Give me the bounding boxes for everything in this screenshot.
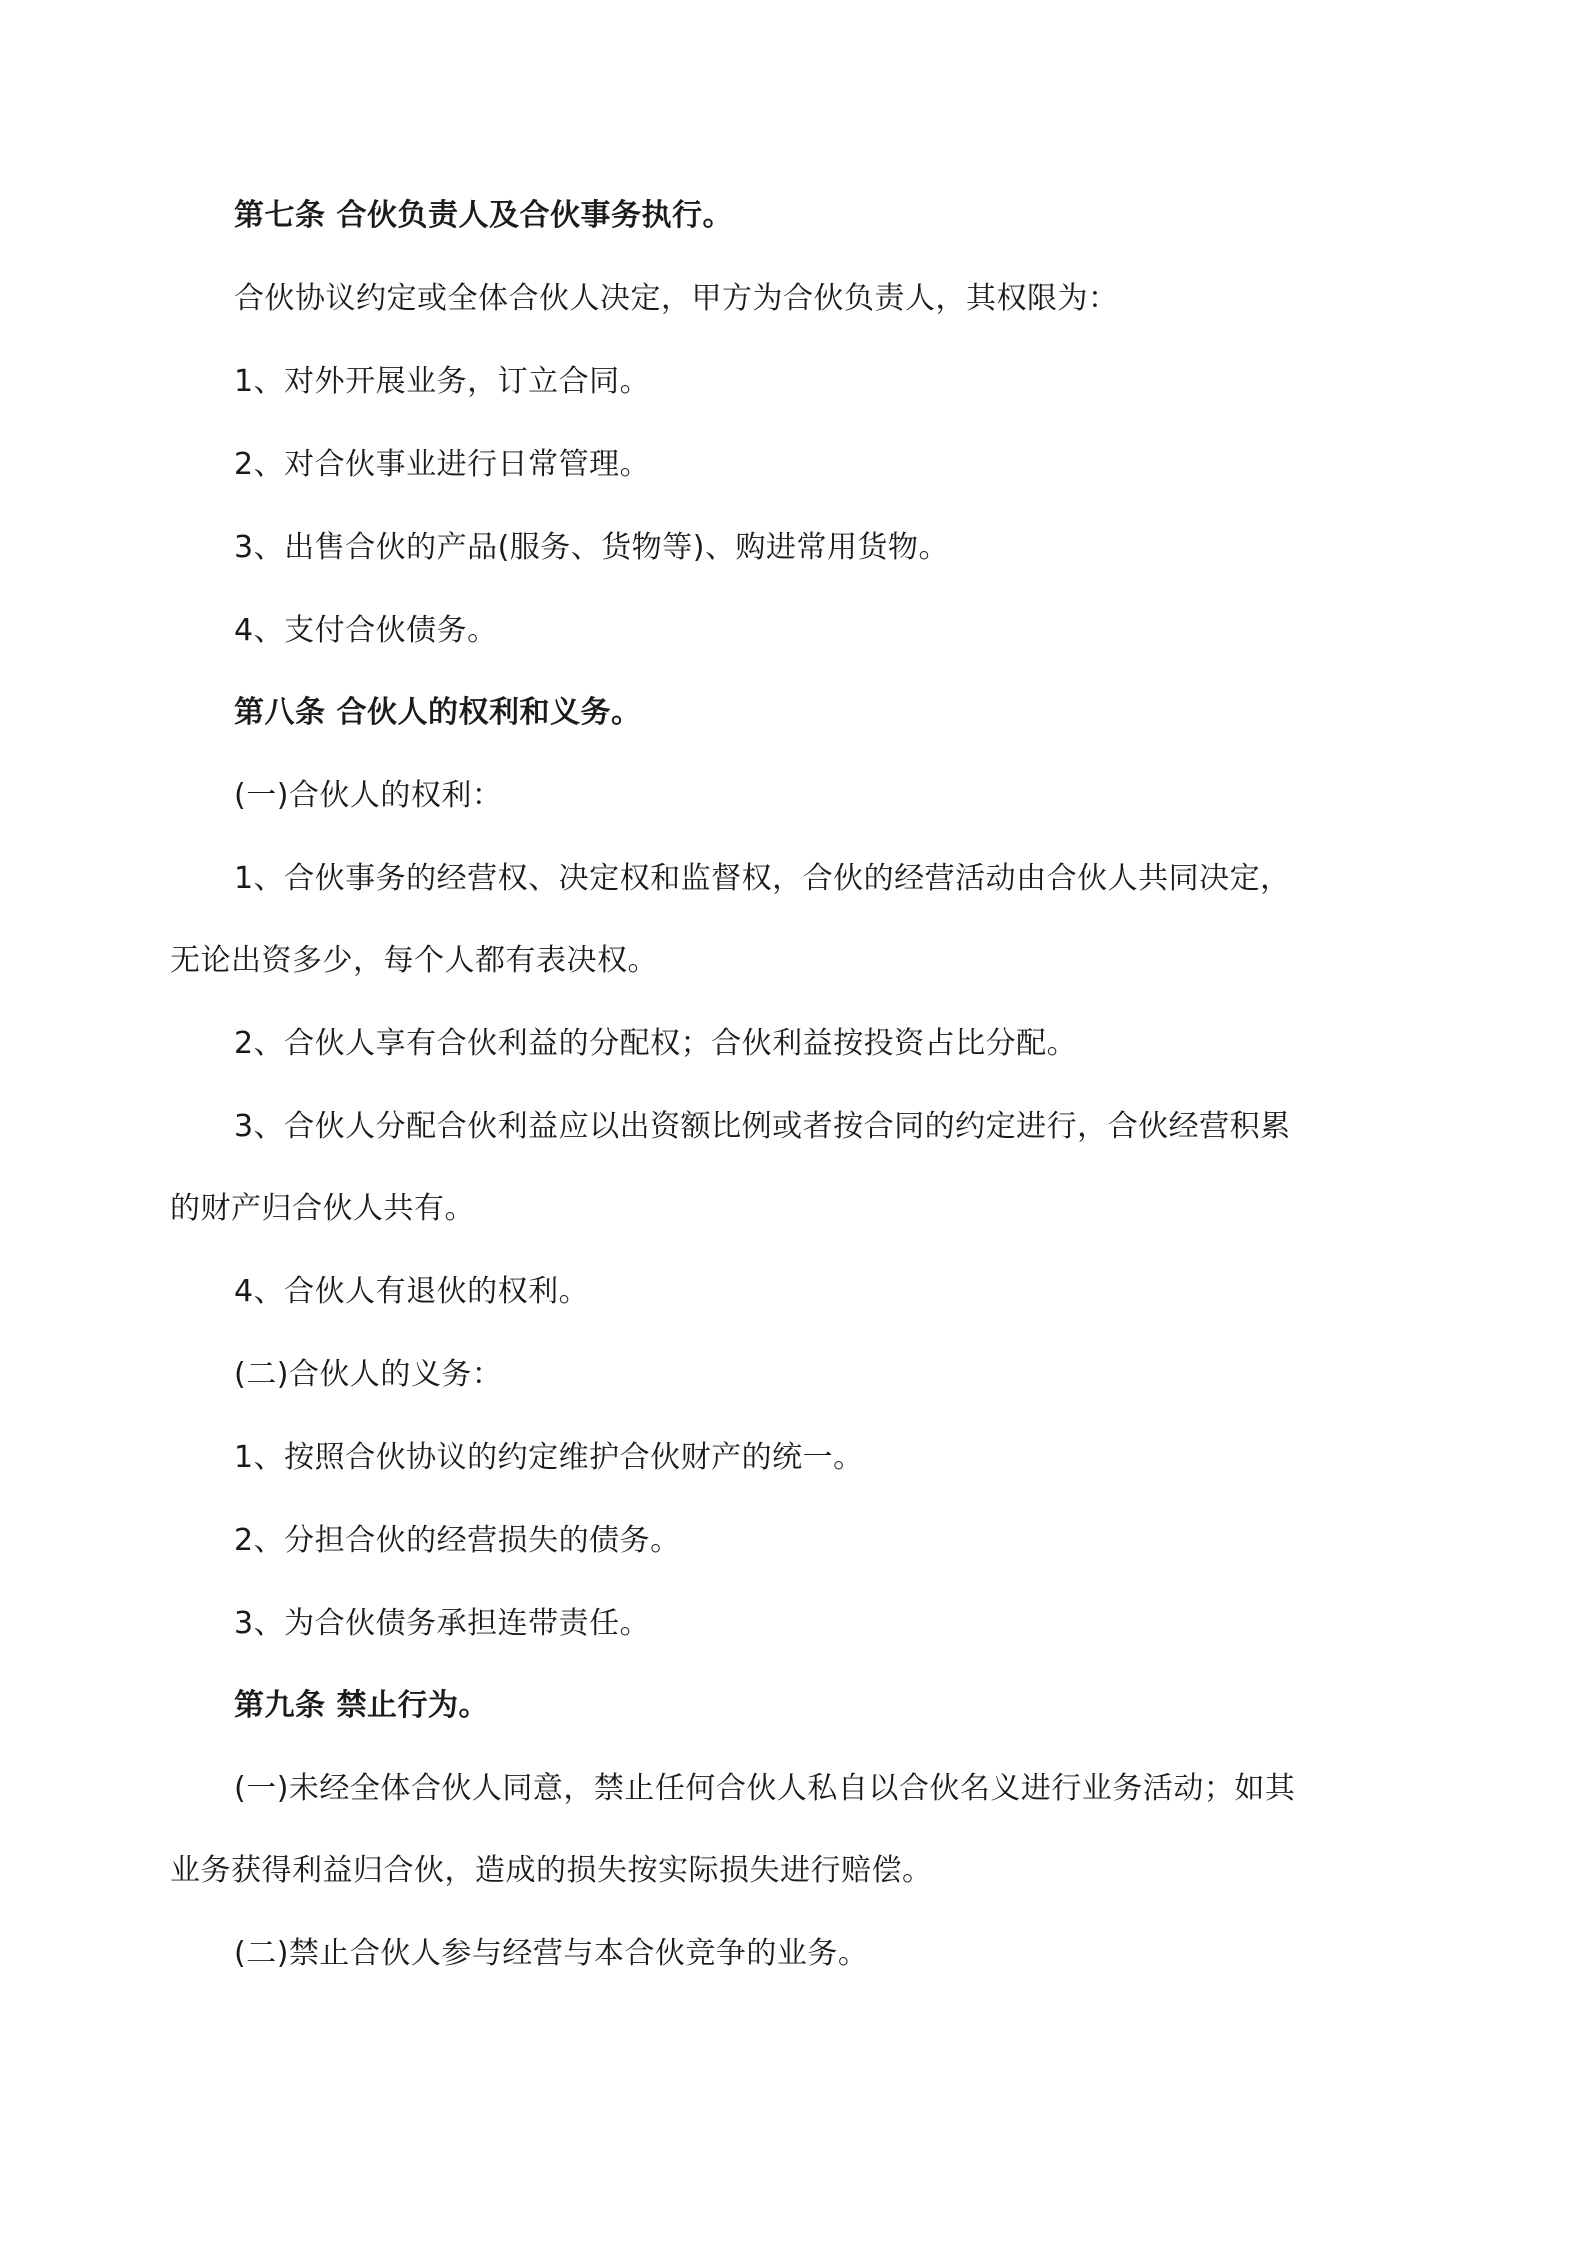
article-9-heading: 第九条 禁止行为。 [234,1688,489,1723]
document-body [170,196,1360,1974]
rights-item-1-line-2: 无论出资多少，每个人都有表决权。 [170,943,658,978]
rights-item-1-line-1: 1、合伙事务的经营权、决定权和监督权，合伙的经营活动由合伙人共同决定， [234,861,1291,896]
article-7-intro: 合伙协议约定或全体合伙人决定，甲方为合伙负责人，其权限为： [234,281,1119,316]
rights-subheading: (一)合伙人的权利： [234,778,503,813]
prohibition-2: (二)禁止合伙人参与经营与本合伙竞争的业务。 [234,1936,869,1971]
rights-item-3-line-1: 3、合伙人分配合伙利益应以出资额比例或者按合同的约定进行，合伙经营积累 [234,1109,1291,1144]
duties-subheading: (二)合伙人的义务： [234,1357,503,1392]
article-7-item-4: 4、支付合伙债务。 [234,613,498,648]
prohibition-1-line-2: 业务获得利益归合伙，造成的损失按实际损失进行赔偿。 [170,1853,933,1888]
article-7-item-1: 1、对外开展业务，订立合同。 [234,364,651,399]
article-8-heading: 第八条 合伙人的权利和义务。 [234,695,642,730]
duties-item-3: 3、为合伙债务承担连带责任。 [234,1606,651,1641]
rights-item-3-line-2: 的财产归合伙人共有。 [170,1191,475,1226]
rights-item-4: 4、合伙人有退伙的权利。 [234,1274,590,1309]
article-7-heading: 第七条 合伙负责人及合伙事务执行。 [234,198,733,233]
rights-item-2: 2、合伙人享有合伙利益的分配权；合伙利益按投资占比分配。 [234,1026,1078,1061]
duties-item-2: 2、分担合伙的经营损失的债务。 [234,1523,681,1558]
prohibition-1-line-1: (一)未经全体合伙人同意，禁止任何合伙人私自以合伙名义进行业务活动；如其 [234,1771,1296,1806]
duties-item-1: 1、按照合伙协议的约定维护合伙财产的统一。 [234,1440,864,1475]
article-7-item-2: 2、对合伙事业进行日常管理。 [234,447,651,482]
article-7-item-3: 3、出售合伙的产品(服务、货物等)、购进常用货物。 [234,530,949,565]
